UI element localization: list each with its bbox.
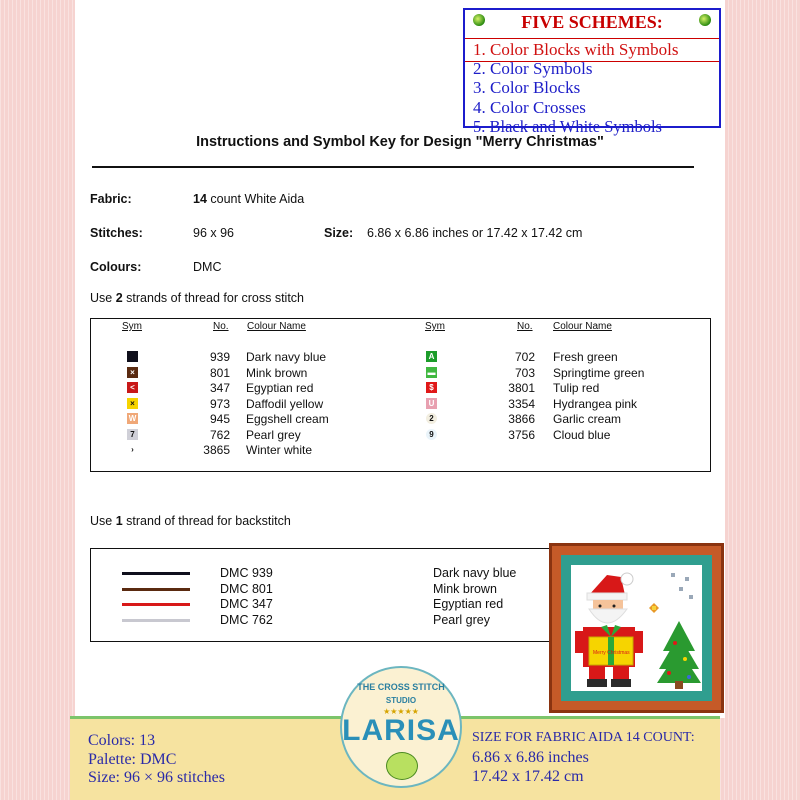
backstitch-swatch <box>122 588 190 591</box>
scheme-selector <box>463 8 721 136</box>
scheme-item-4[interactable]: 4. Color Crosses <box>473 98 586 117</box>
dmc-number: 347 <box>209 381 230 395</box>
dmc-number: 702 <box>514 350 535 364</box>
colour-name: Hydrangea pink <box>553 396 638 411</box>
colour-name: Egyptian red <box>246 381 314 395</box>
dmc-number: 3756 <box>508 427 535 442</box>
cross-stitch-instruction: Use 2 strands of thread for cross stitch <box>90 291 305 305</box>
framed-preview <box>549 543 724 713</box>
fabric-size-heading: SIZE FOR FABRIC AIDA 14 COUNT: <box>472 730 695 745</box>
dmc-number: 3865 <box>203 443 230 457</box>
backstitch-code: DMC 801 <box>220 581 273 596</box>
colour-name: Garlic cream <box>553 412 622 426</box>
santa-figure-icon <box>575 573 643 687</box>
scheme-item-2[interactable]: 2. Color Symbols <box>473 59 593 78</box>
key-row <box>0 443 800 458</box>
dmc-number: 939 <box>209 350 230 364</box>
fabric-label: Fabric: <box>90 192 132 206</box>
dmc-number: 801 <box>209 365 230 380</box>
key-row <box>0 397 800 412</box>
color-swatch-icon: › <box>127 444 138 455</box>
page-title: Instructions and Symbol Key for Design "Merry Christmas" <box>196 134 604 150</box>
dmc-number: 3354 <box>508 396 535 411</box>
stitch-size-info: Size: 96 × 96 stitches <box>88 769 226 786</box>
dmc-number: 945 <box>209 412 230 426</box>
col-header-name: Colour Name <box>247 321 306 332</box>
color-swatch-icon: 2 <box>426 413 437 424</box>
snowflake-icon <box>671 573 693 599</box>
key-row <box>0 381 800 396</box>
santa-tree-illustration <box>571 565 702 691</box>
ornament-ball-icon <box>386 752 418 780</box>
col-header-no: No. <box>213 321 229 332</box>
colours-label: Colours: <box>90 260 142 274</box>
stitches-value: 96 x 96 <box>193 226 235 240</box>
divider <box>92 166 694 168</box>
key-row <box>0 350 800 365</box>
fabric-value: 14 count White Aida <box>193 192 305 206</box>
key-row <box>0 428 800 443</box>
dmc-number: 973 <box>209 396 230 411</box>
col-header-no: No. <box>517 321 533 332</box>
backstitch-swatch <box>122 572 190 575</box>
size-label: Size: <box>324 226 354 240</box>
logo-arc-text: THE CROSS STITCH <box>357 682 445 692</box>
color-swatch-icon: $ <box>426 382 437 393</box>
colours-value: DMC <box>193 260 222 274</box>
col-header-sym: Sym <box>122 321 142 332</box>
backstitch-code: DMC 347 <box>220 597 273 611</box>
colour-name: Fresh green <box>553 350 618 364</box>
colour-name: Dark navy blue <box>246 350 327 364</box>
colors-count: Colors: 13 <box>88 732 156 749</box>
dmc-number: 3801 <box>508 381 535 395</box>
colour-name: Winter white <box>246 443 313 457</box>
logo-name: LARISA <box>342 714 460 747</box>
gift-banner-text: Merry Christmas <box>593 650 630 656</box>
colour-name: Daffodil yellow <box>246 396 324 411</box>
key-row <box>0 412 800 427</box>
backstitch-name: Dark navy blue <box>433 566 517 580</box>
key-row <box>0 366 800 381</box>
colour-name: Tulip red <box>553 381 600 395</box>
scheme-item-5[interactable]: 5. Black and White Symbols <box>473 117 662 136</box>
scheme-item-1[interactable]: 1. Color Blocks with Symbols <box>473 40 679 59</box>
studio-logo <box>340 666 462 788</box>
size-inches: 6.86 x 6.86 inches <box>472 749 589 766</box>
backstitch-name: Mink brown <box>433 581 497 596</box>
color-swatch-icon: < <box>127 382 138 393</box>
col-header-name: Colour Name <box>553 321 612 332</box>
color-swatch-icon: 9 <box>426 429 437 440</box>
star-ornament-icon <box>649 603 659 613</box>
backstitch-instruction: Use 1 strand of thread for backstitch <box>90 514 291 528</box>
backstitch-name: Pearl grey <box>433 612 490 627</box>
stitches-label: Stitches: <box>90 226 143 240</box>
color-swatch-icon: A <box>426 351 437 362</box>
christmas-tree-icon <box>657 621 701 689</box>
colour-name: Pearl grey <box>246 427 301 442</box>
colour-name: Springtime green <box>553 365 645 380</box>
color-swatch-icon: × <box>127 367 138 378</box>
palette-info: Palette: DMC <box>88 751 177 768</box>
colour-name: Cloud blue <box>553 427 611 442</box>
color-swatch-icon: ▬ <box>427 367 436 377</box>
size-cm: 17.42 x 17.42 cm <box>472 768 584 785</box>
size-value: 6.86 x 6.86 inches or 17.42 x 17.42 cm <box>367 226 583 240</box>
color-swatch-icon: × <box>127 398 138 409</box>
backstitch-swatch <box>122 603 190 606</box>
logo-stars: ★★★★★ <box>383 707 419 716</box>
scheme-heading: FIVE SCHEMES: <box>521 12 663 32</box>
color-swatch-icon: 7 <box>127 429 138 440</box>
scheme-item-3[interactable]: 3. Color Blocks <box>473 78 581 97</box>
backstitch-name: Egyptian red <box>433 597 504 611</box>
backstitch-code: DMC 762 <box>220 612 273 627</box>
colour-name: Mink brown <box>246 365 308 380</box>
dmc-number: 762 <box>209 427 230 442</box>
logo-studio-text: STUDIO <box>385 696 417 705</box>
col-header-sym: Sym <box>425 321 445 332</box>
dmc-number: 3866 <box>508 412 535 426</box>
backstitch-swatch <box>122 619 190 622</box>
preview-mat <box>561 555 712 701</box>
color-swatch-icon: W <box>128 414 137 423</box>
color-swatch-icon: U <box>426 398 437 409</box>
backstitch-code: DMC 939 <box>220 566 273 580</box>
preview-canvas <box>571 565 702 691</box>
dmc-number: 703 <box>514 365 535 380</box>
colour-name: Eggshell cream <box>246 412 329 426</box>
